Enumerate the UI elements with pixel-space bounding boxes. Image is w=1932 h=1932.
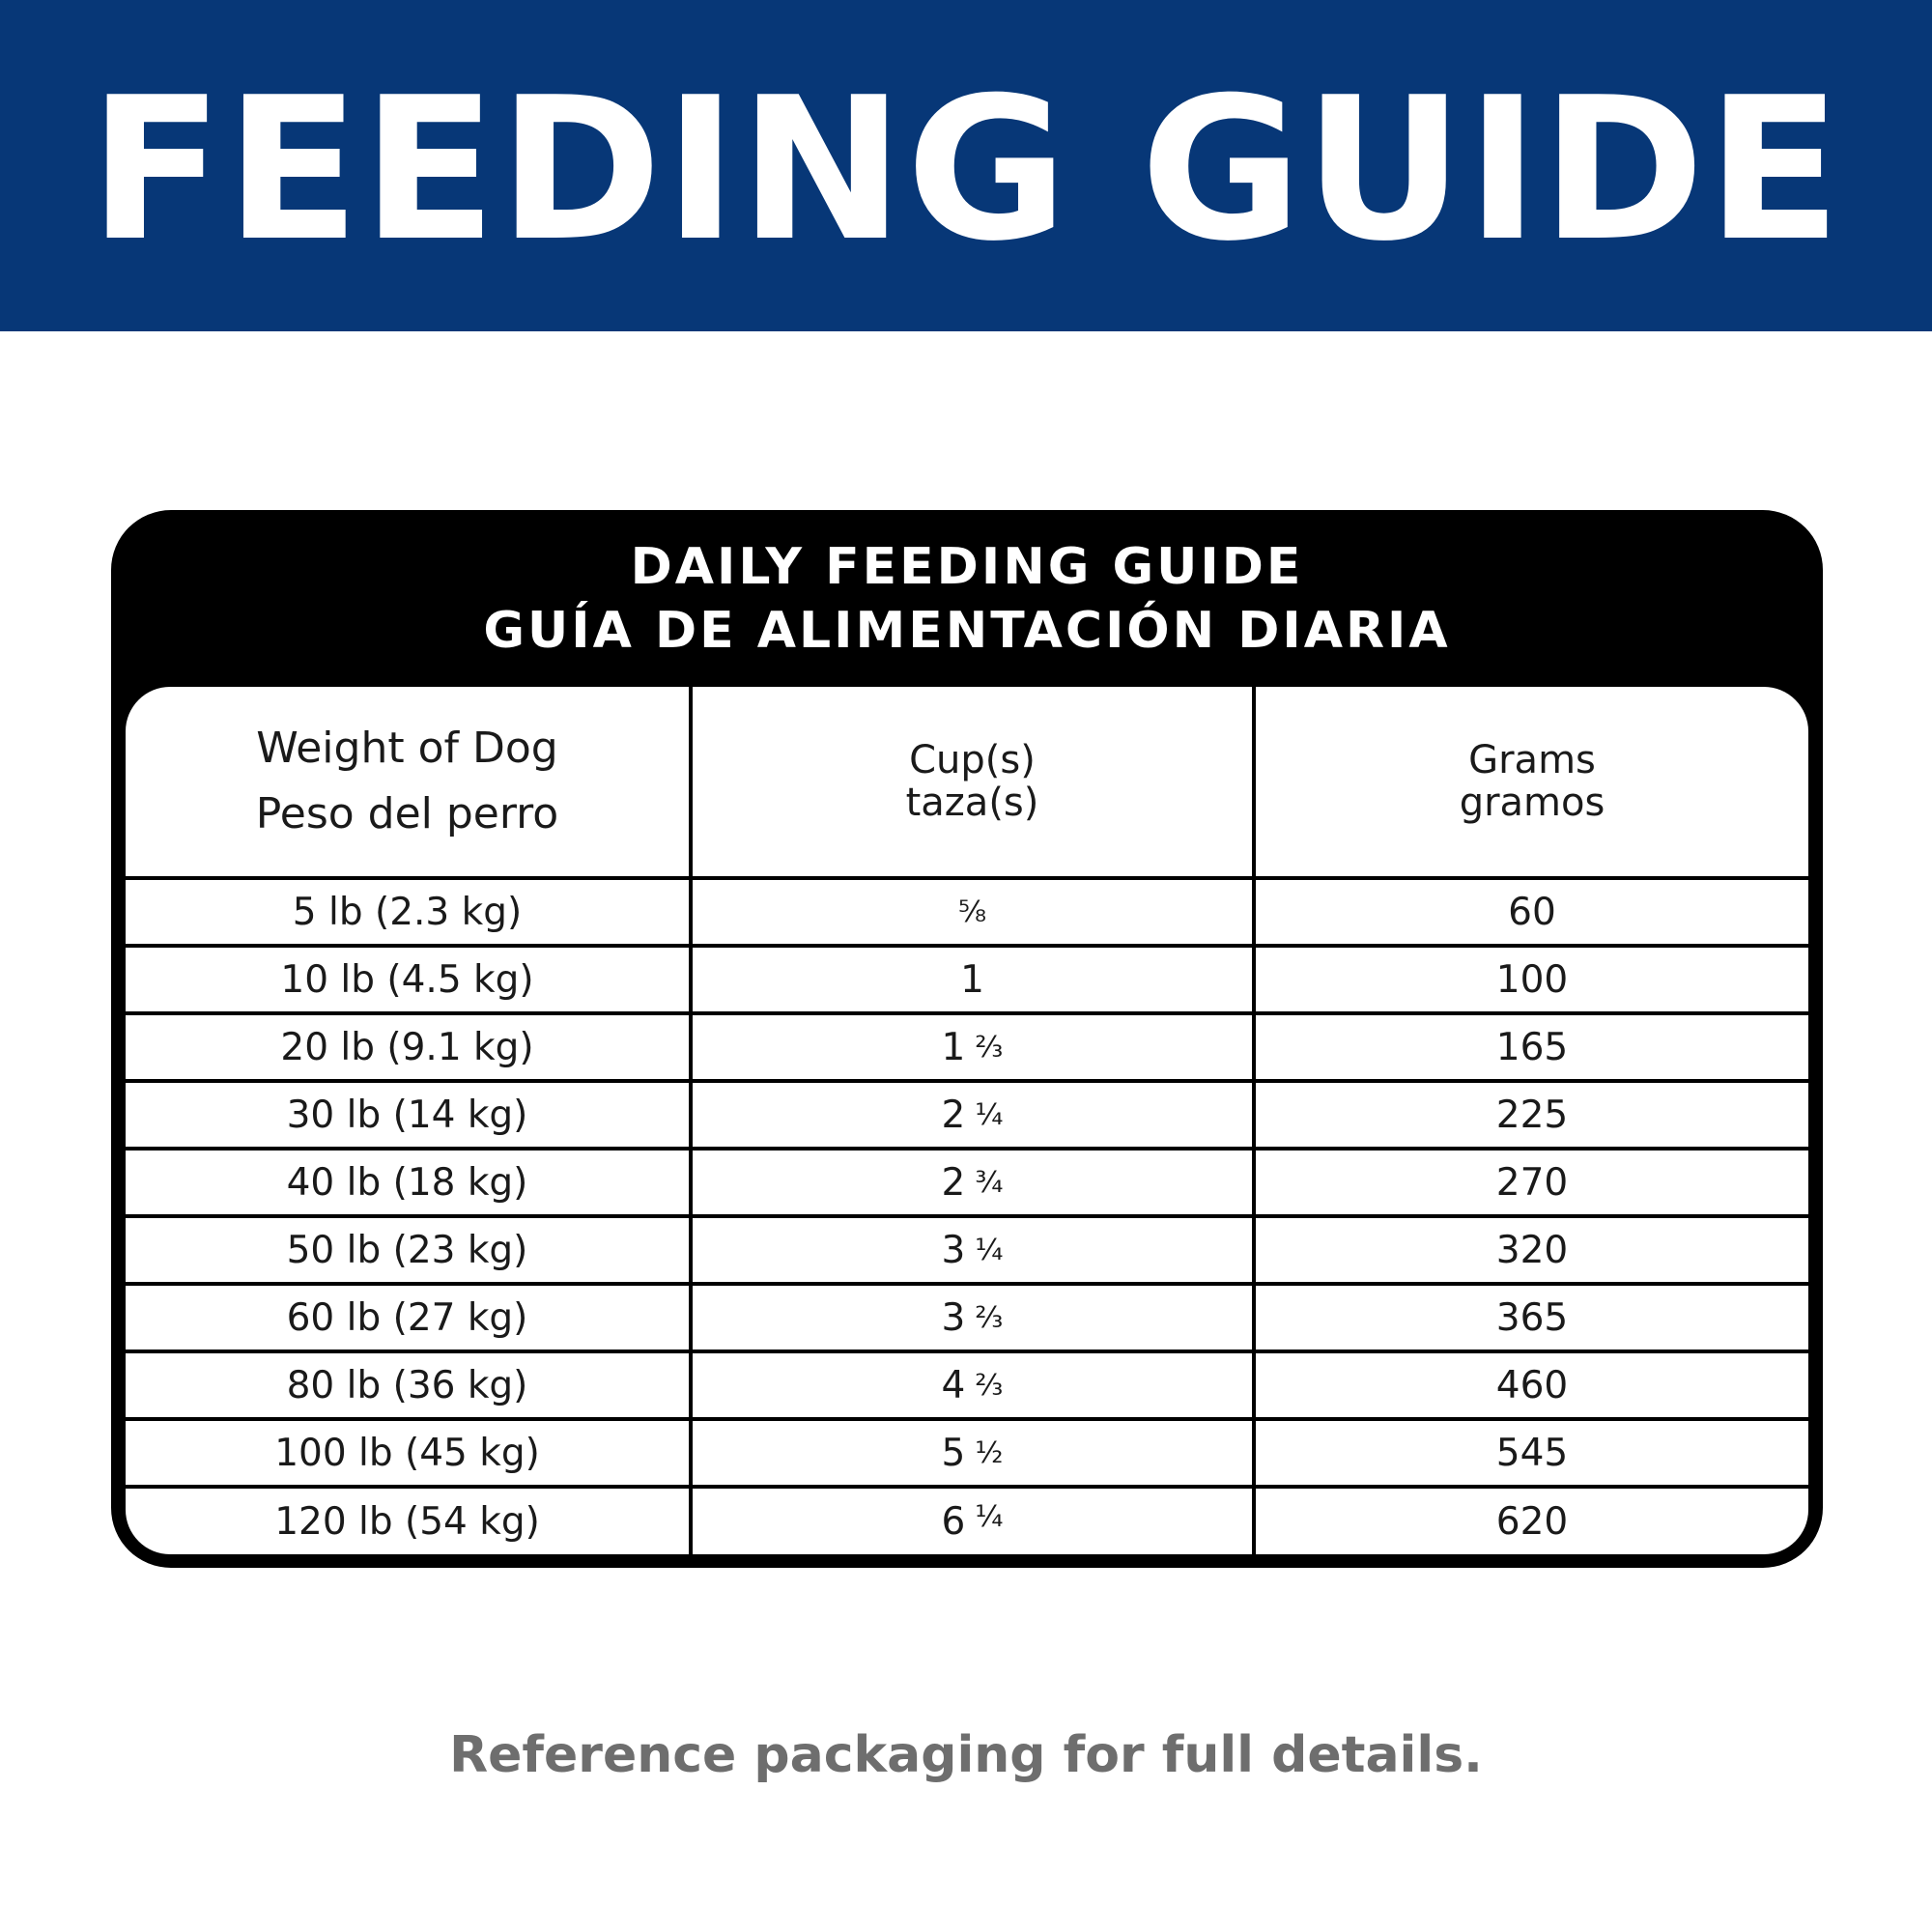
column-header-grams <box>1256 687 1808 876</box>
cups-whole: 6 <box>941 1500 966 1544</box>
cell-grams: 620 <box>1256 1489 1808 1554</box>
card-title-english: DAILY FEEDING GUIDE <box>630 538 1304 596</box>
feeding-guide-card <box>111 510 1823 1568</box>
cell-grams: 100 <box>1256 948 1808 1011</box>
cups-whole: 2 <box>941 1160 966 1205</box>
cell-grams: 365 <box>1256 1286 1808 1350</box>
column-header-label: Peso del perro <box>255 789 559 838</box>
cups-fraction: ²⁄₃ <box>975 1300 1004 1335</box>
cell-grams: 225 <box>1256 1083 1808 1147</box>
cups-whole: 3 <box>941 1228 966 1272</box>
cell-cups <box>693 1218 1252 1282</box>
cell-cups <box>693 1151 1252 1214</box>
cups-fraction: ¹⁄₄ <box>975 1233 1004 1267</box>
cell-cups <box>693 880 1252 944</box>
cups-whole: 2 <box>941 1093 966 1137</box>
card-header <box>111 535 1823 663</box>
cups-fraction: ⁵⁄₈ <box>957 895 987 929</box>
cell-weight: 50 lb (23 kg) <box>126 1218 689 1282</box>
cell-cups <box>693 1286 1252 1350</box>
cell-weight: 60 lb (27 kg) <box>126 1286 689 1350</box>
cell-weight: 120 lb (54 kg) <box>126 1489 689 1554</box>
cups-fraction: ¹⁄₄ <box>975 1500 1004 1534</box>
cups-fraction: ²⁄₃ <box>975 1368 1004 1403</box>
cups-whole: 3 <box>941 1295 966 1340</box>
column-header-weight <box>126 687 689 876</box>
cell-grams: 60 <box>1256 880 1808 944</box>
cups-fraction: ¹⁄₄ <box>975 1097 1004 1132</box>
cell-weight: 40 lb (18 kg) <box>126 1151 689 1214</box>
cell-weight: 10 lb (4.5 kg) <box>126 948 689 1011</box>
cell-weight: 5 lb (2.3 kg) <box>126 880 689 944</box>
cell-cups <box>693 1353 1252 1417</box>
column-header-cups <box>693 687 1252 876</box>
cell-cups <box>693 1083 1252 1147</box>
cell-grams: 320 <box>1256 1218 1808 1282</box>
cups-fraction: ²⁄₃ <box>975 1030 1004 1065</box>
cell-grams: 545 <box>1256 1421 1808 1485</box>
cups-whole: 1 <box>941 1025 966 1069</box>
header-banner <box>0 0 1932 331</box>
cups-fraction: ³⁄₄ <box>975 1165 1004 1200</box>
footer-note: Reference packaging for full details. <box>449 1726 1483 1784</box>
cups-whole: 1 <box>960 957 984 1002</box>
cell-weight: 80 lb (36 kg) <box>126 1353 689 1417</box>
cups-fraction: ¹⁄₂ <box>975 1435 1004 1470</box>
cell-weight: 20 lb (9.1 kg) <box>126 1015 689 1079</box>
cell-cups <box>693 1421 1252 1485</box>
cell-cups <box>693 948 1252 1011</box>
cell-grams: 460 <box>1256 1353 1808 1417</box>
cell-grams: 270 <box>1256 1151 1808 1214</box>
page-title: FEEDING GUIDE <box>88 55 1844 285</box>
column-header-label: Grams <box>1468 738 1596 782</box>
column-header-label: gramos <box>1459 781 1605 825</box>
cell-weight: 30 lb (14 kg) <box>126 1083 689 1147</box>
cell-cups <box>693 1489 1252 1554</box>
column-header-label: Cup(s) <box>909 738 1036 782</box>
cups-whole: 5 <box>941 1431 966 1475</box>
cell-weight: 100 lb (45 kg) <box>126 1421 689 1485</box>
card-title-spanish: GUÍA DE ALIMENTACIÓN DIARIA <box>483 602 1451 660</box>
cell-cups <box>693 1015 1252 1079</box>
column-header-label: taza(s) <box>905 781 1039 825</box>
cups-whole: 4 <box>941 1363 966 1407</box>
feeding-table <box>126 687 1808 1554</box>
column-header-label: Weight of Dog <box>256 724 558 773</box>
cell-grams: 165 <box>1256 1015 1808 1079</box>
